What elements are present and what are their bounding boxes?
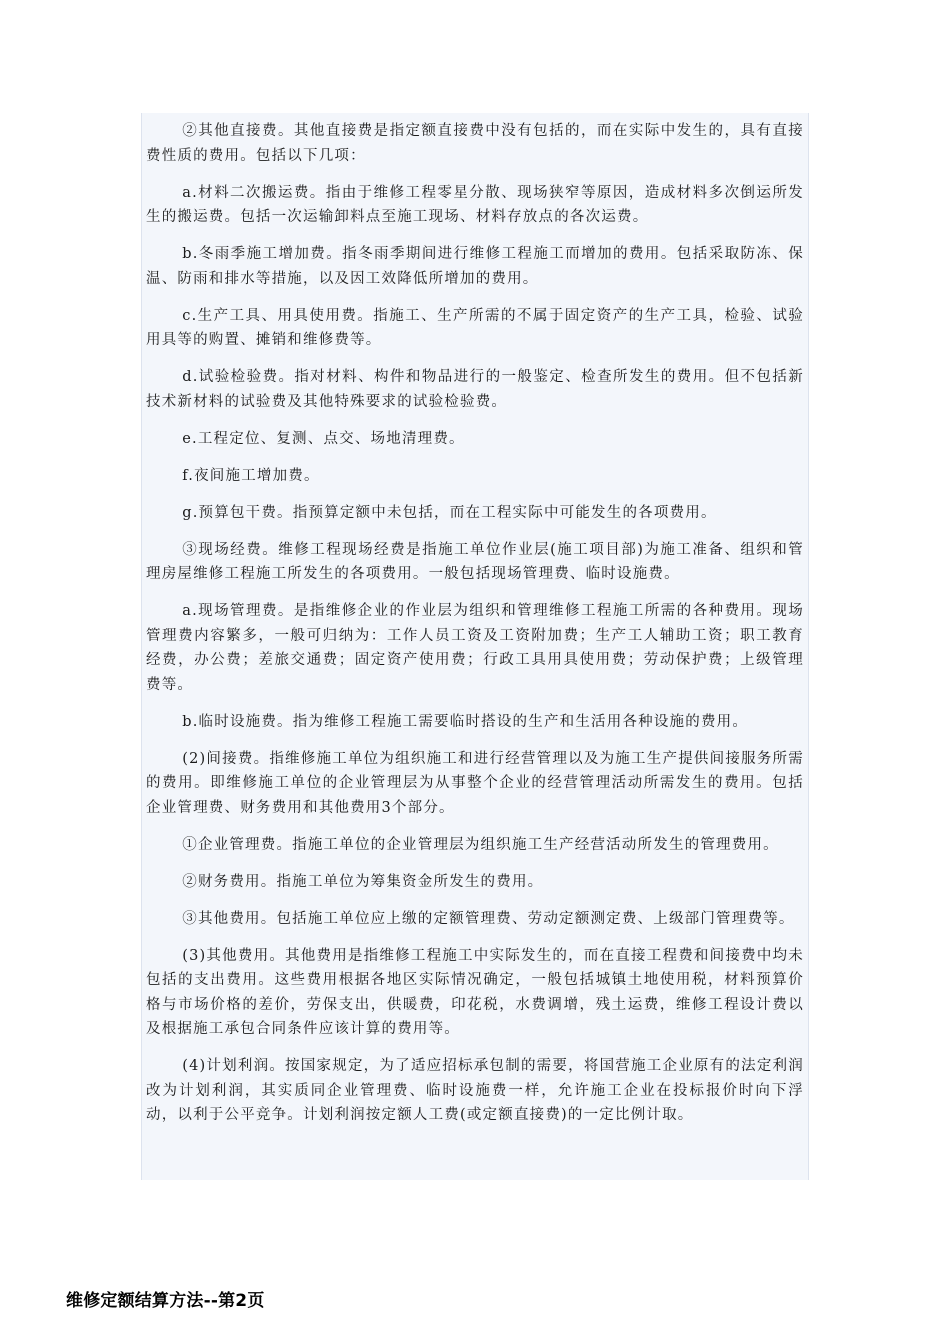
paragraph: c.生产工具、用具使用费。指施工、生产所需的不属于固定资产的生产工具，检验、试验用具等的购置、摊销和维修费等。 <box>146 307 804 348</box>
paragraph: a.现场管理费。是指维修企业的作业层为组织和管理维修工程施工所需的各种费用。现场管理费内容繁多，一般可归纳为：工作人员工资及工资附加费；生产工人辅助工资；职工教育经费，办公费；差旅交通费；固定资产使用费；行政工具用具使用费；劳动保护费；上级管理费等。 <box>146 603 804 693</box>
paragraph: (2)间接费。指维修施工单位为组织施工和进行经营管理以及为施工生产提供间接服务所需的费用。即维修施工单位的企业管理层为从事整个企业的经营管理活动所需发生的费用。包括企业管理费、财务费用和其他费用3个部分。 <box>146 750 804 816</box>
paragraph: d.试验检验费。指对材料、构件和物品进行的一般鉴定、检查所发生的费用。但不包括新技术新材料的试验费及其他特殊要求的试验检验费。 <box>146 369 804 410</box>
page-footer: 维修定额结算方法--第2页 <box>66 1291 265 1311</box>
paragraph: a.材料二次搬运费。指由于维修工程零星分散、现场狭窄等原因，造成材料多次倒运所发生的搬运费。包括一次运输卸料点至施工现场、材料存放点的各次运费。 <box>146 184 804 225</box>
paragraph: b.冬雨季施工增加费。指冬雨季期间进行维修工程施工而增加的费用。包括采取防冻、保温、防雨和排水等措施，以及因工效降低所增加的费用。 <box>146 246 804 287</box>
paragraph: ②财务费用。指施工单位为筹集资金所发生的费用。 <box>182 873 544 890</box>
paragraph: b.临时设施费。指为维修工程施工需要临时搭设的生产和生活用各种设施的费用。 <box>182 713 749 730</box>
paragraph: ①企业管理费。指施工单位的企业管理层为组织施工生产经营活动所发生的管理费用。 <box>182 836 779 853</box>
paragraph: ③其他费用。包括施工单位应上缴的定额管理费、劳动定额测定费、上级部门管理费等。 <box>182 910 795 927</box>
paragraph: f.夜间施工增加费。 <box>182 467 320 484</box>
paragraph: (3)其他费用。其他费用是指维修工程施工中实际发生的，而在直接工程费和间接费中均未包括的支出费用。这些费用根据各地区实际情况确定，一般包括城镇土地使用税，材料预算价格与市场价格的差价，劳保支出，供暖费，印花税，水费调增，残土运费，维修工程设计费以及根据施工承包合同条件应该计算的费用等。 <box>146 947 804 1037</box>
paragraph: ③现场经费。维修工程现场经费是指施工单位作业层(施工项目部)为施工准备、组织和管理房屋维修工程施工所发生的各项费用。一般包括现场管理费、临时设施费。 <box>146 541 804 582</box>
paragraph: e.工程定位、复测、点交、场地清理费。 <box>182 430 465 447</box>
paragraph: ②其他直接费。其他直接费是指定额直接费中没有包括的，而在实际中发生的，具有直接费性质的费用。包括以下几项： <box>146 123 804 164</box>
paragraph: g.预算包干费。指预算定额中未包括，而在工程实际中可能发生的各项费用。 <box>182 504 717 521</box>
paragraph: (4)计划利润。按国家规定，为了适应招标承包制的需要，将国营施工企业原有的法定利润改为计划利润，其实质同企业管理费、临时设施费一样，允许施工企业在投标报价时向下浮动，以利于公平竞争。计划利润按定额人工费(或定额直接费)的一定比例计取。 <box>146 1058 804 1123</box>
document-body <box>141 113 809 1180</box>
